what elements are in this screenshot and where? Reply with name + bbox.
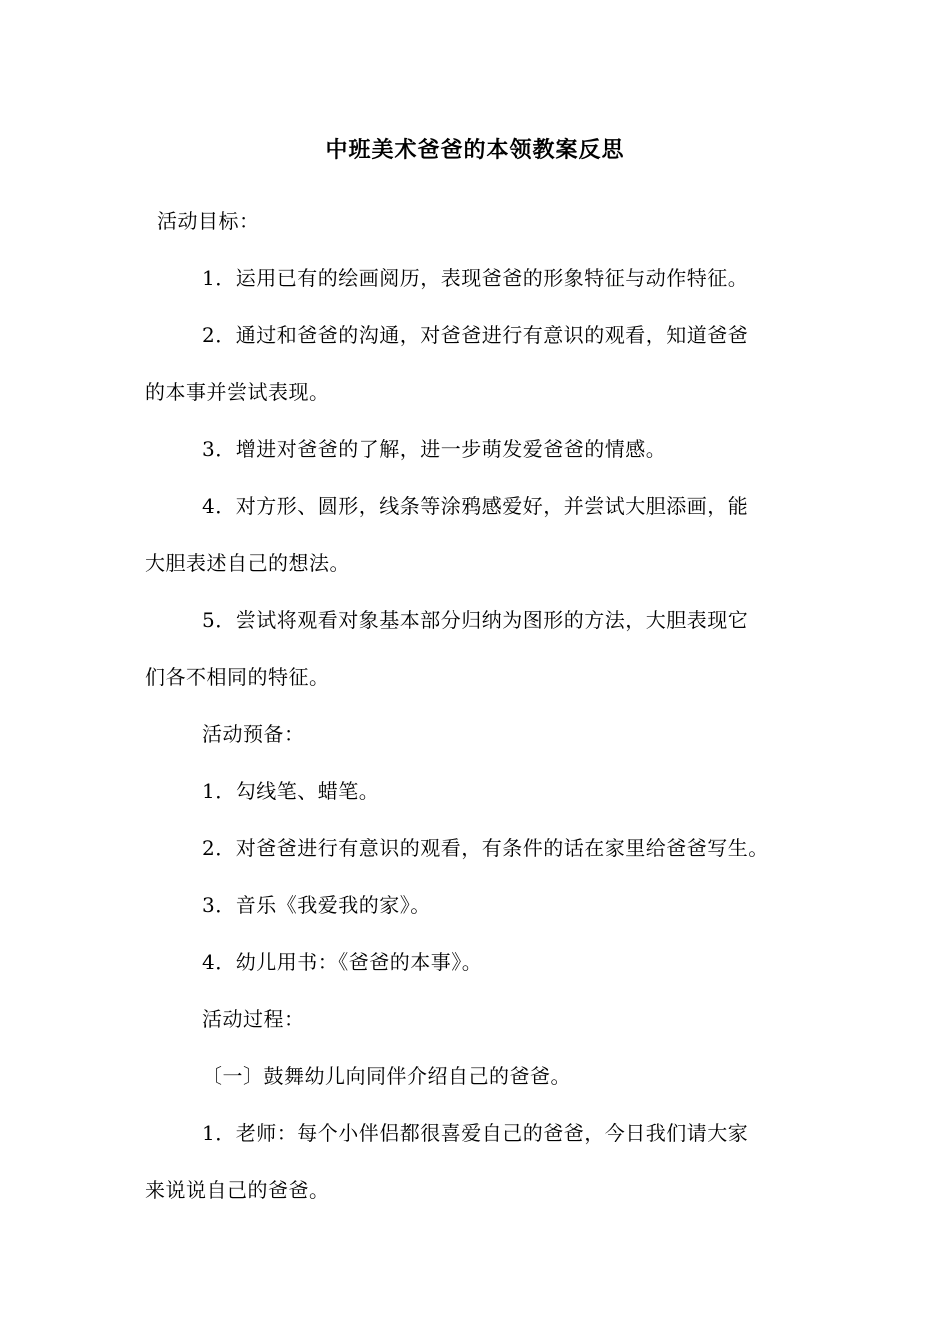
- paragraph-line: 4．对方形、圆形，线条等涂鸦感爱好，并尝试大胆添画，能: [202, 494, 749, 518]
- paragraph-line: 大胆表述自己的想法。: [145, 551, 350, 575]
- paragraph-line: 来说说自己的爸爸。: [145, 1178, 330, 1202]
- paragraph-line: 5．尝试将观看对象基本部分归纳为图形的方法，大胆表现它: [202, 608, 749, 632]
- paragraph-line: 的本事并尝试表现。: [145, 380, 330, 404]
- paragraph-line: 1．勾线笔、蜡笔。: [202, 779, 380, 803]
- page-title: 中班美术爸爸的本领教案反思: [325, 138, 625, 163]
- section-heading-preparation: 活动预备：: [202, 722, 305, 746]
- section-heading-process: 活动过程：: [202, 1007, 305, 1031]
- paragraph-line: 2．对爸爸进行有意识的观看，有条件的话在家里给爸爸写生。: [202, 836, 769, 860]
- paragraph-line: 1．运用已有的绘画阅历，表现爸爸的形象特征与动作特征。: [202, 266, 749, 290]
- paragraph-line: 2．通过和爸爸的沟通，对爸爸进行有意识的观看，知道爸爸: [202, 323, 749, 347]
- paragraph-line: 们各不相同的特征。: [145, 665, 330, 689]
- paragraph-line: 3．增进对爸爸的了解，进一步萌发爱爸爸的情感。: [202, 437, 667, 461]
- paragraph-line: 4．幼儿用书：《爸爸的本事》。: [202, 950, 483, 974]
- paragraph-line: 〔一〕鼓舞幼儿向同伴介绍自己的爸爸。: [202, 1064, 571, 1088]
- section-heading-goals: 活动目标：: [157, 209, 260, 233]
- paragraph-line: 3．音乐《我爱我的家》。: [202, 893, 431, 917]
- paragraph-line: 1．老师：每个小伴侣都很喜爱自己的爸爸，今日我们请大家: [202, 1121, 749, 1145]
